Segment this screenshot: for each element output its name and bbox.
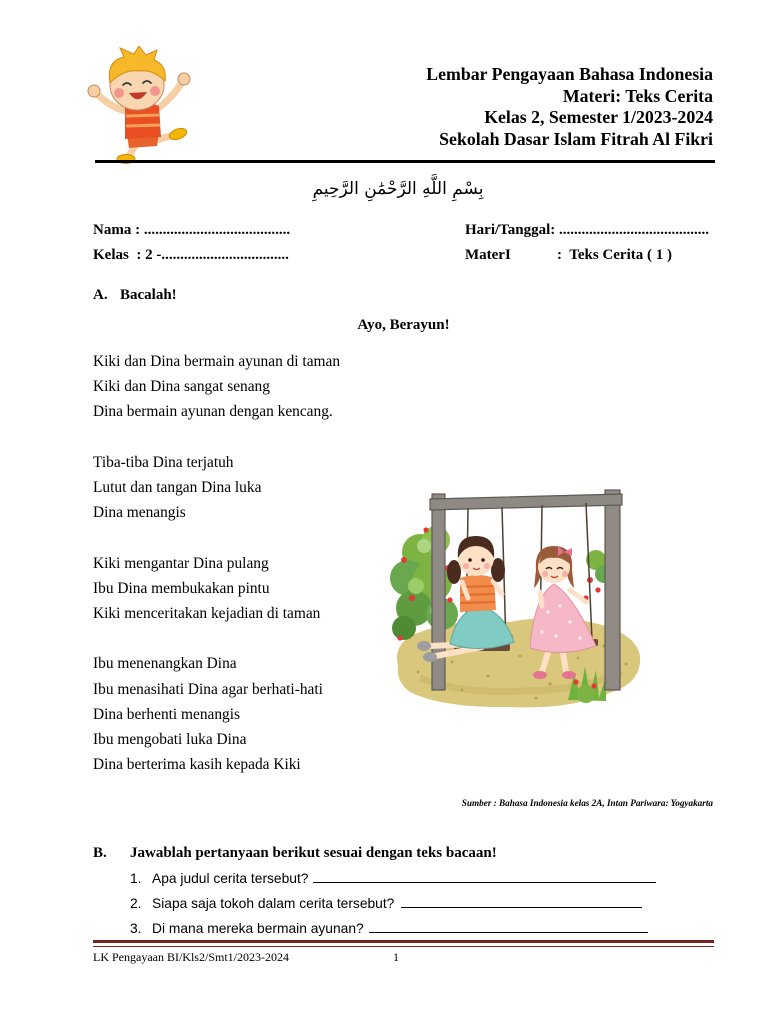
header-divider [95,160,715,163]
bismillah-calligraphy: بِسْمِ اللَّهِ الرَّحْمَٰنِ الرَّحِيمِ [312,179,484,199]
section-b-instruction: Jawablah pertanyaan berikut sesuai dengan teks bacaan! [130,845,497,861]
story-line: Ibu menenangkan Dina [93,655,237,673]
footer-divider [93,940,714,943]
stanza-4 [93,651,340,777]
topic-label: MaterI [465,247,511,263]
question-2 [130,895,690,913]
class-field: Kelas : 2 -.................................. [93,247,289,263]
story-line: Dina menangis [93,504,186,522]
question-number: 1. [130,871,142,886]
story-line: Kiki menceritakan kejadian di taman [93,605,321,622]
stanza-2 [93,450,340,526]
story-source-citation: Sumber : Bahasa Indonesia kelas 2A, Intan Pariwara: Yogyakarta [461,798,713,808]
story-line: Kiki dan Dina sangat senang [93,378,270,396]
story-line: Dina berhenti menangis [93,705,241,723]
stanza-1 [93,349,340,425]
story-line: Kiki dan Dina bermain ayunan di taman [93,353,341,370]
story-text [93,349,340,803]
class-semester-line: Kelas 2, Semester 1/2023-2024 [484,107,713,128]
story-line: Ibu Dina membukakan pintu [93,579,270,597]
story-line: Ibu mengobati luka Dina [93,731,247,748]
worksheet-title: Lembar Pengayaan Bahasa Indonesia [426,64,713,84]
question-text: Apa judul cerita tersebut? [152,871,309,886]
question-text: Di mana mereka bermain ayunan? [152,921,364,936]
girls-on-swings-illustration [390,486,644,712]
question-1 [130,870,690,888]
question-body [152,895,642,913]
story-line: Lutut dan tangan Dina luka [93,479,262,496]
answer-line [313,881,656,883]
cheering-child-illustration [82,46,198,166]
page-number: 1 [393,950,399,964]
section-a-instruction: Bacalah! [120,287,177,303]
section-a-marker: A. [93,287,108,303]
material-line: Materi: Teks Cerita [562,85,713,106]
name-field: Nama : ....................................... [93,222,291,238]
answer-line [401,906,642,908]
school-name: Sekolah Dasar Islam Fitrah Al Fikri [439,128,713,149]
question-number: 2. [130,896,142,911]
story-title: Ayo, Berayun! [357,317,450,333]
story-line: Kiki mengantar Dina pulang [93,554,269,572]
section-b-marker: B. [93,845,107,861]
story-line: Dina bermain ayunan dengan kencang. [93,403,333,421]
question-3 [130,920,690,938]
stanza-3 [93,551,340,627]
date-field: Hari/Tanggal: ........................................ [465,222,710,238]
story-line: Ibu menasihati Dina agar berhati-hati [93,680,323,698]
child-head [109,46,165,110]
story-line: Tiba-tiba Dina terjatuh [93,453,234,471]
footer-divider-thin [93,946,714,947]
question-body [152,920,648,938]
footer-document-code: LK Pengayaan BI/Kls2/Smt1/2023-2024 [93,950,289,964]
topic-value: : Teks Cerita ( 1 ) [557,247,672,263]
answer-line [369,931,648,933]
question-number: 3. [130,921,142,936]
question-body [152,870,656,888]
worksheet-header [426,64,713,150]
question-text: Siapa saja tokoh dalam cerita tersebut? [152,896,395,911]
story-line: Dina berterima kasih kepada Kiki [93,756,301,774]
